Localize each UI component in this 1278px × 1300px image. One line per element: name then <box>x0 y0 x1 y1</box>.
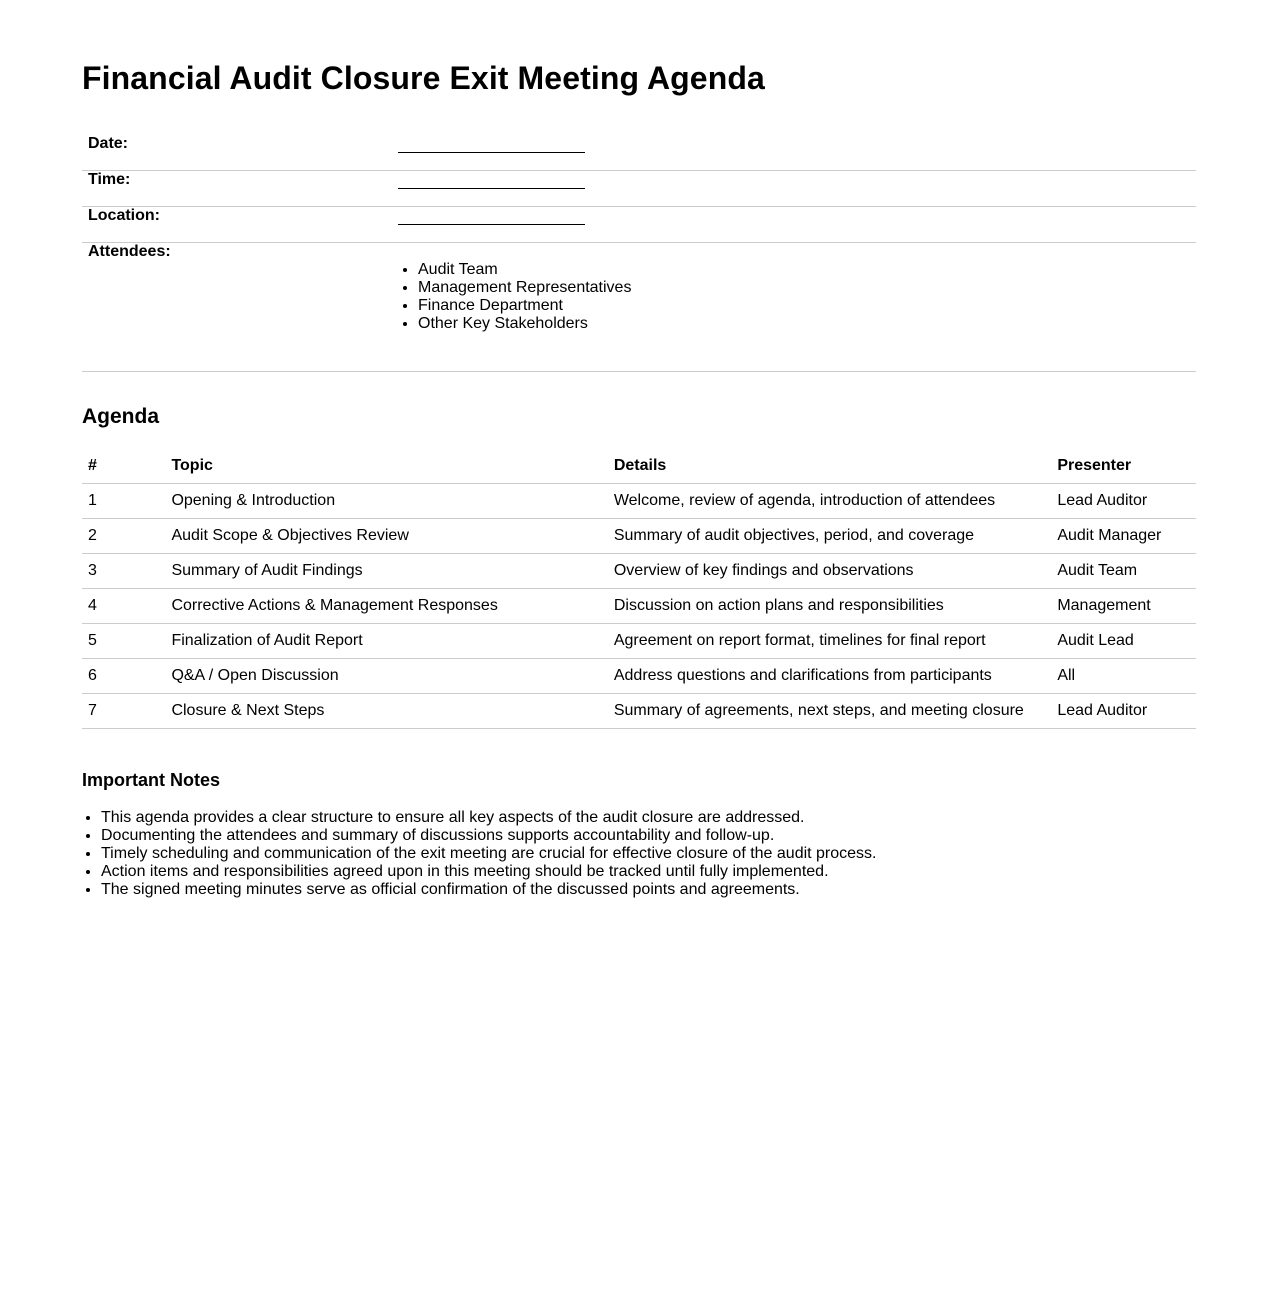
date-value <box>398 135 1196 171</box>
time-row <box>82 171 1196 207</box>
agenda-number: 5 <box>82 624 171 659</box>
agenda-number: 6 <box>82 659 171 694</box>
agenda-topic: Finalization of Audit Report <box>171 624 613 659</box>
time-label: Time: <box>88 171 131 188</box>
column-header-number: # <box>82 449 171 484</box>
attendees-value <box>398 243 1196 372</box>
notes-list <box>82 809 1196 899</box>
agenda-topic: Opening & Introduction <box>171 484 613 519</box>
time-value <box>398 171 1196 207</box>
agenda-topic: Closure & Next Steps <box>171 694 613 729</box>
agenda-presenter: Audit Team <box>1057 554 1196 589</box>
attendees-list <box>398 261 1196 333</box>
agenda-details: Summary of audit objectives, period, and coverage <box>614 519 1057 554</box>
table-row <box>82 694 1196 729</box>
agenda-details: Welcome, review of agenda, introduction of attendees <box>614 484 1057 519</box>
location-label: Location: <box>88 207 160 224</box>
agenda-topic: Audit Scope & Objectives Review <box>171 519 613 554</box>
agenda-number: 7 <box>82 694 171 729</box>
list-item: • Timely scheduling and communication of the exit meeting are crucial for effective closure of the audit process. <box>101 845 1196 863</box>
table-row <box>82 589 1196 624</box>
agenda-details: Summary of agreements, next steps, and meeting closure <box>614 694 1057 729</box>
table-header-row <box>82 449 1196 484</box>
list-item: • Management Representatives <box>418 279 1196 297</box>
page-title: Financial Audit Closure Exit Meeting Agenda <box>82 60 765 96</box>
table-row <box>82 519 1196 554</box>
date-blank-line <box>398 135 585 153</box>
agenda-presenter: Lead Auditor <box>1057 694 1196 729</box>
agenda-presenter: All <box>1057 659 1196 694</box>
time-blank-line <box>398 171 585 189</box>
list-item: • Audit Team <box>418 261 1196 279</box>
location-row <box>82 207 1196 243</box>
column-header-details: Details <box>614 449 1057 484</box>
agenda-number: 4 <box>82 589 171 624</box>
agenda-topic: Summary of Audit Findings <box>171 554 613 589</box>
agenda-details: Agreement on report format, timelines for final report <box>614 624 1057 659</box>
list-item: • Documenting the attendees and summary of discussions supports accountability and follow-up. <box>101 827 1196 845</box>
agenda-presenter: Lead Auditor <box>1057 484 1196 519</box>
agenda-presenter: Audit Manager <box>1057 519 1196 554</box>
column-header-topic: Topic <box>171 449 613 484</box>
list-item: • The signed meeting minutes serve as official confirmation of the discussed points and agreements. <box>101 881 1196 899</box>
table-row <box>82 554 1196 589</box>
table-row <box>82 484 1196 519</box>
location-blank-line <box>398 207 585 225</box>
agenda-topic: Corrective Actions & Management Responses <box>171 589 613 624</box>
attendees-row <box>82 243 1196 372</box>
attendees-label: Attendees: <box>88 243 171 260</box>
agenda-presenter: Management <box>1057 589 1196 624</box>
agenda-details: Overview of key findings and observations <box>614 554 1057 589</box>
agenda-details: Discussion on action plans and responsibilities <box>614 589 1057 624</box>
list-item: • Other Key Stakeholders <box>418 315 1196 333</box>
agenda-number: 2 <box>82 519 171 554</box>
agenda-details: Address questions and clarifications from participants <box>614 659 1057 694</box>
column-header-presenter: Presenter <box>1057 449 1196 484</box>
list-item: • Finance Department <box>418 297 1196 315</box>
agenda-topic: Q&A / Open Discussion <box>171 659 613 694</box>
notes-heading: Important Notes <box>82 770 221 790</box>
agenda-number: 1 <box>82 484 171 519</box>
agenda-number: 3 <box>82 554 171 589</box>
meeting-info-table <box>82 135 1196 372</box>
agenda-heading: Agenda <box>82 405 160 428</box>
list-item: • This agenda provides a clear structure to ensure all key aspects of the audit closure are addressed. <box>101 809 1196 827</box>
agenda-table <box>82 449 1196 729</box>
agenda-presenter: Audit Lead <box>1057 624 1196 659</box>
table-row <box>82 624 1196 659</box>
date-label: Date: <box>88 135 129 152</box>
location-value <box>398 207 1196 243</box>
date-row <box>82 135 1196 171</box>
table-row <box>82 659 1196 694</box>
list-item: • Action items and responsibilities agreed upon in this meeting should be tracked until fully implemented. <box>101 863 1196 881</box>
